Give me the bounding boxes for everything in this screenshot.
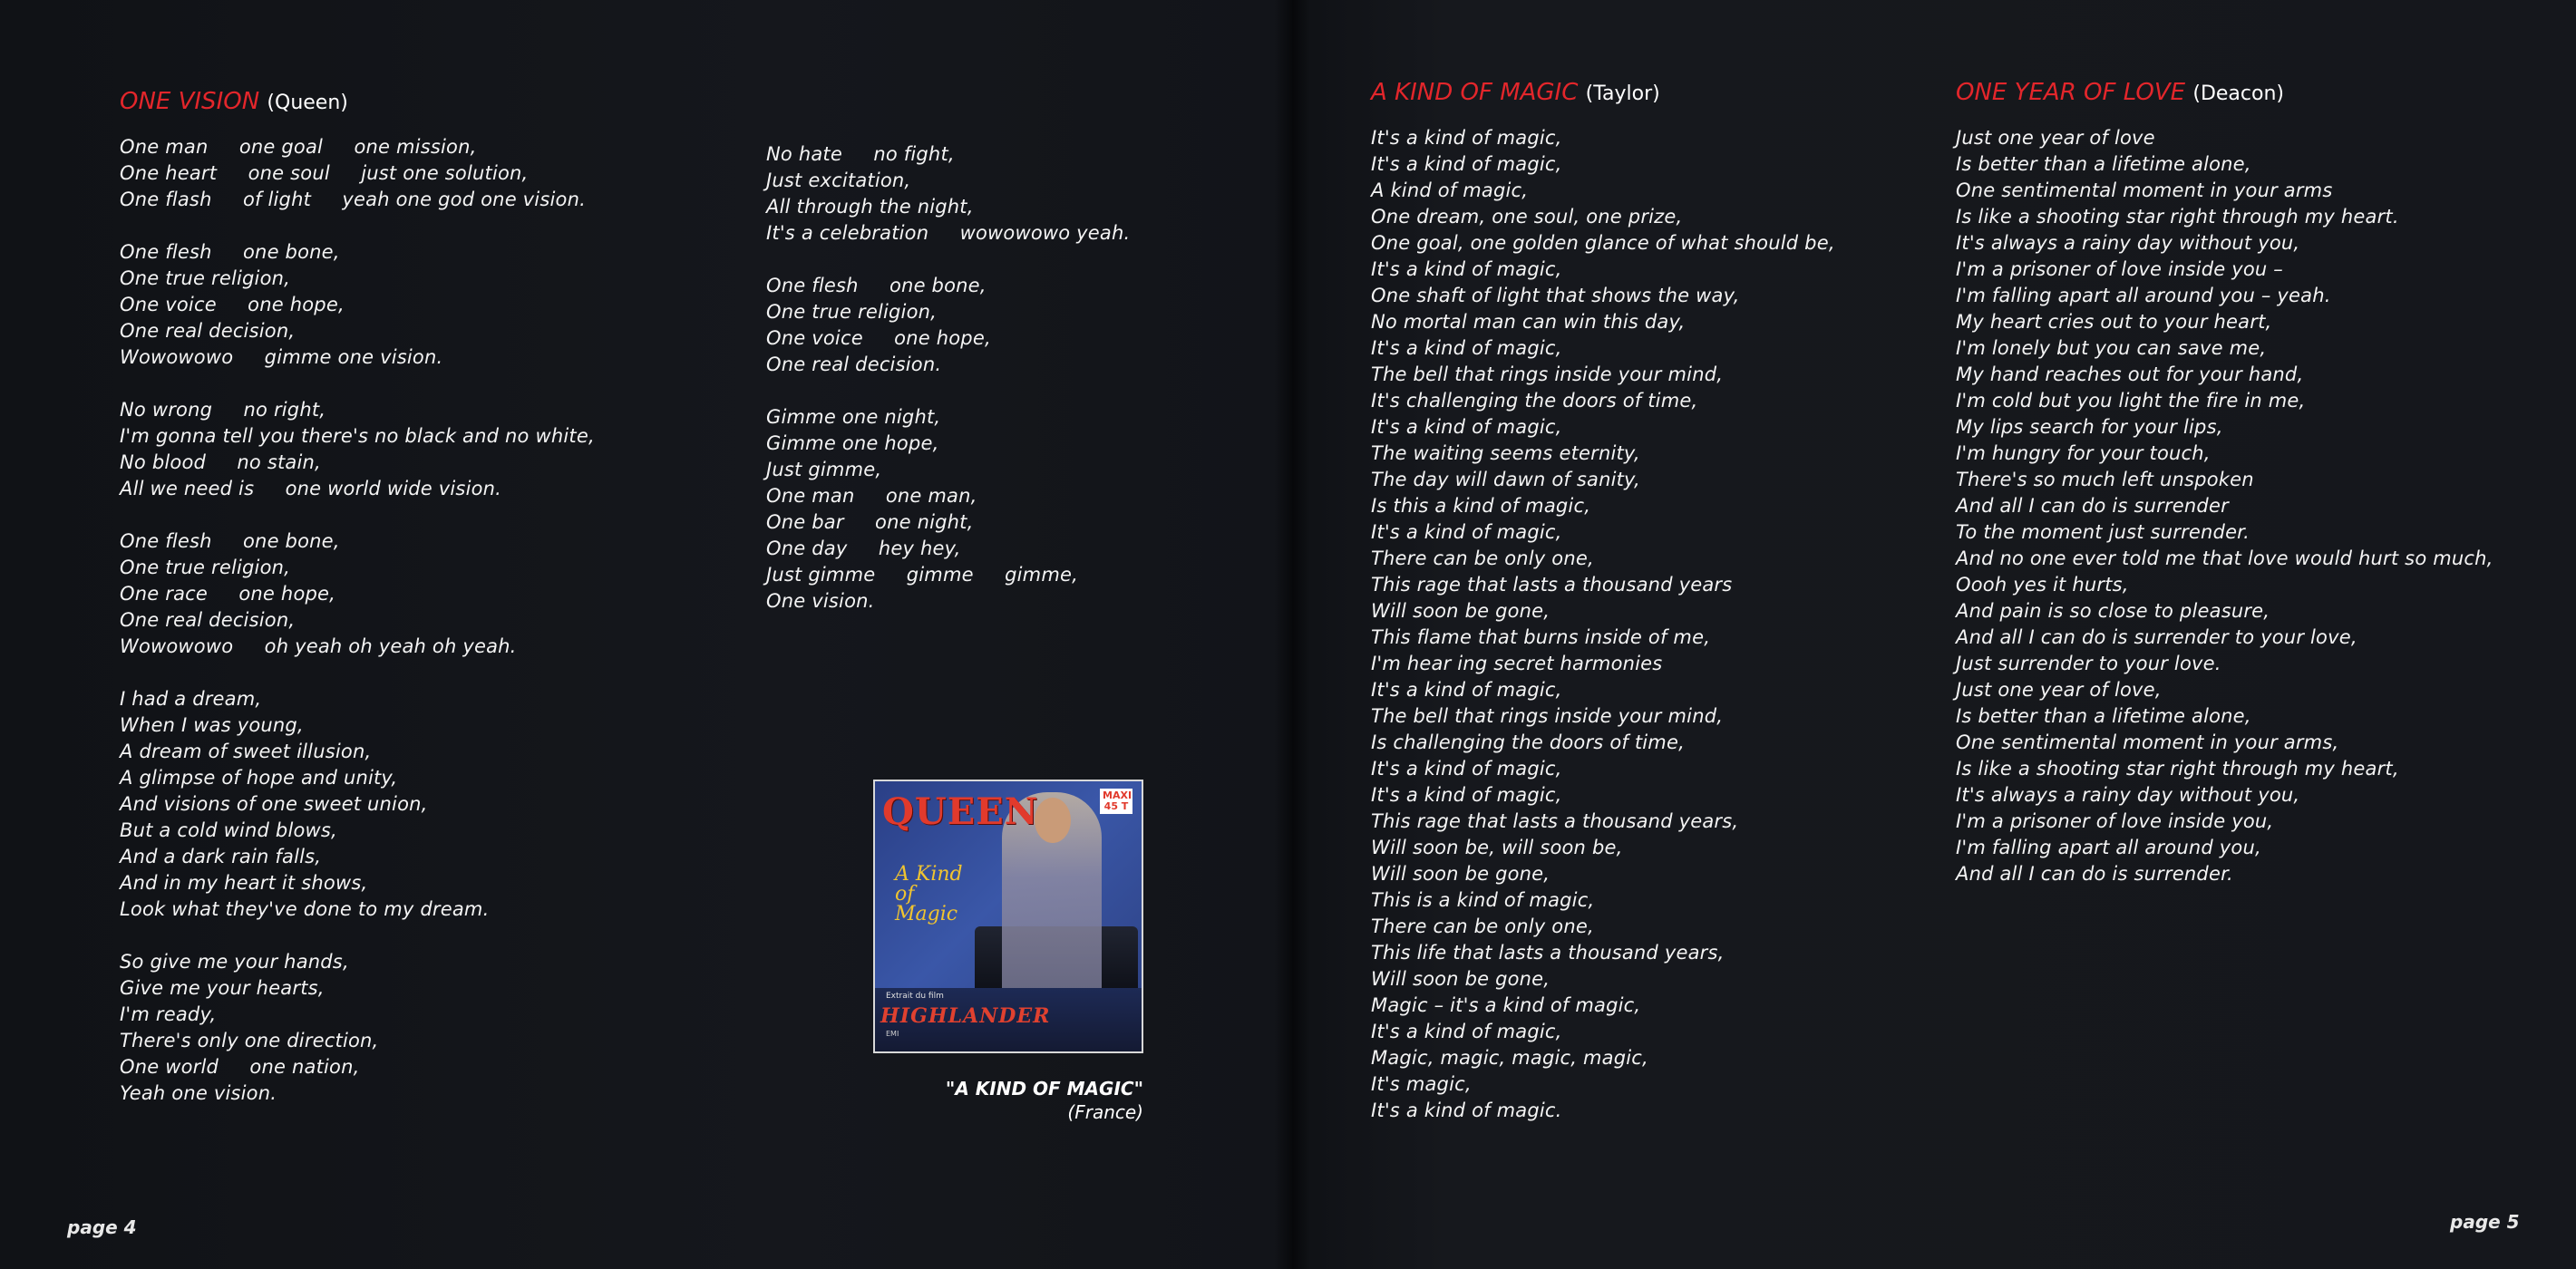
lyric-line: To the moment just surrender. <box>1956 521 2250 543</box>
lyric-stanza <box>120 949 595 1107</box>
song-title: A KIND OF MAGIC <box>1371 79 1579 106</box>
lyric-line: And all I can do is surrender to your love, <box>1956 626 2357 648</box>
lyric-line: The day will dawn of sanity, <box>1371 469 1640 490</box>
lyric-line: I'm gonna tell you there's no black and no white, <box>120 425 595 447</box>
lyric-line: I'm hungry for your touch, <box>1956 442 2211 464</box>
lyric-line: The waiting seems eternity, <box>1371 442 1640 464</box>
lyric-line: The bell that rings inside your mind, <box>1371 705 1724 727</box>
lyric-line: There's only one direction, <box>120 1030 379 1051</box>
lyric-line: One flesh one bone, <box>120 530 340 552</box>
lyric-line: One real decision. <box>766 354 942 375</box>
one-vision-column-2 <box>766 141 1130 641</box>
lyric-line: This is a kind of magic, <box>1371 889 1595 911</box>
lyric-line: One day hey hey, <box>766 538 961 559</box>
lyric-line: It's a kind of magic, <box>1371 337 1562 359</box>
lyric-stanza <box>766 404 1130 615</box>
lyric-line: It's challenging the doors of time, <box>1371 390 1698 412</box>
lyric-line: No wrong no right, <box>120 399 326 421</box>
cover-film-logo: HIGHLANDER <box>880 1004 1051 1028</box>
lyric-line: There's so much left unspoken <box>1956 469 2254 490</box>
lyric-line: It's a kind of magic, <box>1371 758 1562 780</box>
lyric-line: It's a kind of magic, <box>1371 679 1562 701</box>
song-author: (Taylor) <box>1585 82 1660 105</box>
caption-country: (France) <box>1067 1101 1143 1123</box>
lyric-line: My heart cries out to your heart, <box>1956 311 2272 333</box>
lyric-line: One true religion, <box>766 301 938 323</box>
lyric-line: Will soon be, will soon be, <box>1371 837 1623 858</box>
lyric-line: I'm ready, <box>120 1003 217 1025</box>
lyric-line: One bar one night, <box>766 511 974 533</box>
single-cover-image <box>873 780 1143 1053</box>
lyric-line: One voice one hope, <box>766 327 991 349</box>
lyric-line: Oooh yes it hurts, <box>1956 574 2129 596</box>
lyric-line: Will soon be gone, <box>1371 863 1550 885</box>
lyric-line: One man one man, <box>766 485 977 507</box>
lyric-line: It's a celebration wowowowo yeah. <box>766 222 1131 244</box>
lyric-line: No mortal man can win this day, <box>1371 311 1686 333</box>
one-vision-title <box>120 83 595 121</box>
cover-title: A Kind of Magic <box>895 863 963 925</box>
lyric-line: It's always a rainy day without you, <box>1956 232 2300 254</box>
lyric-line: I'm falling apart all around you – yeah. <box>1956 285 2331 306</box>
one-vision-lyrics-2 <box>766 141 1130 615</box>
one-year-of-love-lyrics <box>1956 125 2493 887</box>
lyric-line: No blood no stain, <box>120 451 321 473</box>
song-author: (Deacon) <box>2192 82 2284 105</box>
lyric-line: All we need is one world wide vision. <box>120 478 502 499</box>
lyric-line: Wowowowo oh yeah oh yeah oh yeah. <box>120 635 517 657</box>
lyric-stanza <box>120 134 595 213</box>
lyric-line: Just surrender to your love. <box>1956 653 2221 674</box>
lyric-line: One true religion, <box>120 267 291 289</box>
cover-figure-head <box>1035 798 1071 843</box>
lyric-line: It's a kind of magic, <box>1371 521 1562 543</box>
lyric-stanza <box>120 239 595 371</box>
lyric-line: This life that lasts a thousand years, <box>1371 942 1725 964</box>
lyric-line: Give me your hearts, <box>120 977 325 999</box>
lyric-line: I'm falling apart all around you, <box>1956 837 2261 858</box>
lyric-line: It's magic, <box>1371 1073 1472 1095</box>
lyric-line: Is better than a lifetime alone, <box>1956 153 2251 175</box>
a-kind-of-magic-lyrics <box>1371 125 1835 1124</box>
lyric-line: One shaft of light that shows the way, <box>1371 285 1740 306</box>
lyric-line: So give me your hands, <box>120 951 349 973</box>
lyric-stanza <box>120 528 595 660</box>
lyric-line: It's a kind of magic, <box>1371 1021 1562 1042</box>
cover-badge: MAXI 45 T <box>1100 789 1132 814</box>
lyric-line: There can be only one, <box>1371 547 1594 569</box>
cover-subtitle: Extrait du film <box>886 992 944 1001</box>
lyric-line: One flesh one bone, <box>120 241 340 263</box>
page-number-left: page 4 <box>67 1216 137 1238</box>
lyric-line: One flash of light yeah one god one vision. <box>120 189 586 210</box>
book-spine <box>1274 0 1310 1269</box>
lyric-line: This rage that lasts a thousand years <box>1371 574 1733 596</box>
lyric-line: The bell that rings inside your mind, <box>1371 363 1724 385</box>
one-year-of-love-column <box>1956 74 2493 887</box>
lyric-line: Just one year of love, <box>1956 679 2162 701</box>
lyric-line: I'm lonely but you can save me, <box>1956 337 2267 359</box>
lyric-line: Will soon be gone, <box>1371 968 1550 990</box>
cover-brand-logo: QUEEN <box>882 790 1039 833</box>
lyric-line: There can be only one, <box>1371 915 1594 937</box>
lyric-line: A dream of sweet illusion, <box>120 741 372 762</box>
lyric-line: I'm cold but you light the fire in me, <box>1956 390 2306 412</box>
lyric-line: Wowowowo gimme one vision. <box>120 346 443 368</box>
lyric-stanza <box>766 273 1130 378</box>
lyric-line: One race one hope, <box>120 583 336 605</box>
lyric-line: Gimme one hope, <box>766 432 939 454</box>
lyric-line: One vision. <box>766 590 875 612</box>
lyric-line: No hate no fight, <box>766 143 955 165</box>
lyric-line: Just gimme gimme gimme, <box>766 564 1078 586</box>
one-vision-column-1 <box>120 83 595 1133</box>
lyric-line: One real decision, <box>120 609 296 631</box>
page-number-right: page 5 <box>2450 1211 2520 1233</box>
lyric-line: It's a kind of magic, <box>1371 784 1562 806</box>
lyric-line: And in my heart it shows, <box>120 872 368 894</box>
lyric-line: One world one nation, <box>120 1056 360 1078</box>
a-kind-of-magic-column <box>1371 74 1835 1124</box>
lyric-line: One goal, one golden glance of what should be, <box>1371 232 1835 254</box>
lyric-line: One heart one soul just one solution, <box>120 162 529 184</box>
lyric-stanza <box>766 141 1130 247</box>
lyric-line: One man one goal one mission, <box>120 136 477 158</box>
lyric-line: One dream, one soul, one prize, <box>1371 206 1683 228</box>
lyric-line: It's a kind of magic, <box>1371 127 1562 149</box>
lyric-line: It's a kind of magic. <box>1371 1099 1562 1121</box>
lyric-line: One sentimental moment in your arms <box>1956 179 2333 201</box>
lyric-line: It's always a rainy day without you, <box>1956 784 2300 806</box>
lyric-line: One flesh one bone, <box>766 275 987 296</box>
lyric-line: And all I can do is surrender <box>1956 495 2229 517</box>
lyric-line: A kind of magic, <box>1371 179 1529 201</box>
lyric-line: Is like a shooting star right through my heart. <box>1956 206 2399 228</box>
lyric-line: I'm hear ing secret harmonies <box>1371 653 1663 674</box>
lyric-line: I'm a prisoner of love inside you – <box>1956 258 2283 280</box>
cover-credit: EMI <box>886 1030 899 1038</box>
lyric-line: One voice one hope, <box>120 294 345 315</box>
lyric-line: It's a kind of magic, <box>1371 258 1562 280</box>
lyric-line: Look what they've done to my dream. <box>120 898 490 920</box>
lyric-line: I had a dream, <box>120 688 262 710</box>
song-author: (Queen) <box>267 92 348 114</box>
lyric-line: But a cold wind blows, <box>120 819 337 841</box>
lyric-line: Yeah one vision. <box>120 1082 277 1104</box>
lyric-line: One real decision, <box>120 320 296 342</box>
lyric-line: Just one year of love <box>1956 127 2155 149</box>
lyric-line: Magic – it's a kind of magic, <box>1371 994 1641 1016</box>
lyric-line: Will soon be gone, <box>1371 600 1550 622</box>
lyric-line: Is this a kind of magic, <box>1371 495 1591 517</box>
lyric-line: And all I can do is surrender. <box>1956 863 2233 885</box>
lyric-line: And visions of one sweet union, <box>120 793 428 815</box>
one-vision-lyrics-1 <box>120 134 595 1107</box>
cover-caption <box>889 1077 1143 1124</box>
lyric-line: Magic, magic, magic, magic, <box>1371 1047 1648 1069</box>
lyric-line: My hand reaches out for your hand, <box>1956 363 2304 385</box>
lyric-line: One sentimental moment in your arms, <box>1956 731 2339 753</box>
lyric-stanza <box>120 397 595 502</box>
lyric-line: It's a kind of magic, <box>1371 416 1562 438</box>
lyric-line: A glimpse of hope and unity, <box>120 767 398 789</box>
lyric-line: Is challenging the doors of time, <box>1371 731 1685 753</box>
lyric-line: Is like a shooting star right through my heart, <box>1956 758 2399 780</box>
lyric-line: When I was young, <box>120 714 304 736</box>
lyric-line: One true religion, <box>120 557 291 578</box>
lyric-stanza <box>120 686 595 923</box>
caption-title: "A KIND OF MAGIC" <box>945 1078 1143 1099</box>
lyric-line: It's a kind of magic, <box>1371 153 1562 175</box>
lyric-line: Just excitation, <box>766 170 911 191</box>
lyric-line: I'm a prisoner of love inside you, <box>1956 810 2274 832</box>
lyric-line: And no one ever told me that love would hurt so much, <box>1956 547 2493 569</box>
lyric-line: All through the night, <box>766 196 974 218</box>
lyric-line: Is better than a lifetime alone, <box>1956 705 2251 727</box>
lyric-line: This flame that burns inside of me, <box>1371 626 1711 648</box>
lyric-line: Just gimme, <box>766 459 882 480</box>
lyric-line: Gimme one night, <box>766 406 941 428</box>
lyric-line: And pain is so close to pleasure, <box>1956 600 2270 622</box>
lyric-line: This rage that lasts a thousand years, <box>1371 810 1739 832</box>
song-title: ONE VISION <box>120 88 260 115</box>
one-year-of-love-title <box>1956 74 2493 112</box>
lyric-line: And a dark rain falls, <box>120 846 322 867</box>
song-title: ONE YEAR OF LOVE <box>1956 79 2186 106</box>
a-kind-of-magic-title <box>1371 74 1835 112</box>
lyric-line: My lips search for your lips, <box>1956 416 2223 438</box>
